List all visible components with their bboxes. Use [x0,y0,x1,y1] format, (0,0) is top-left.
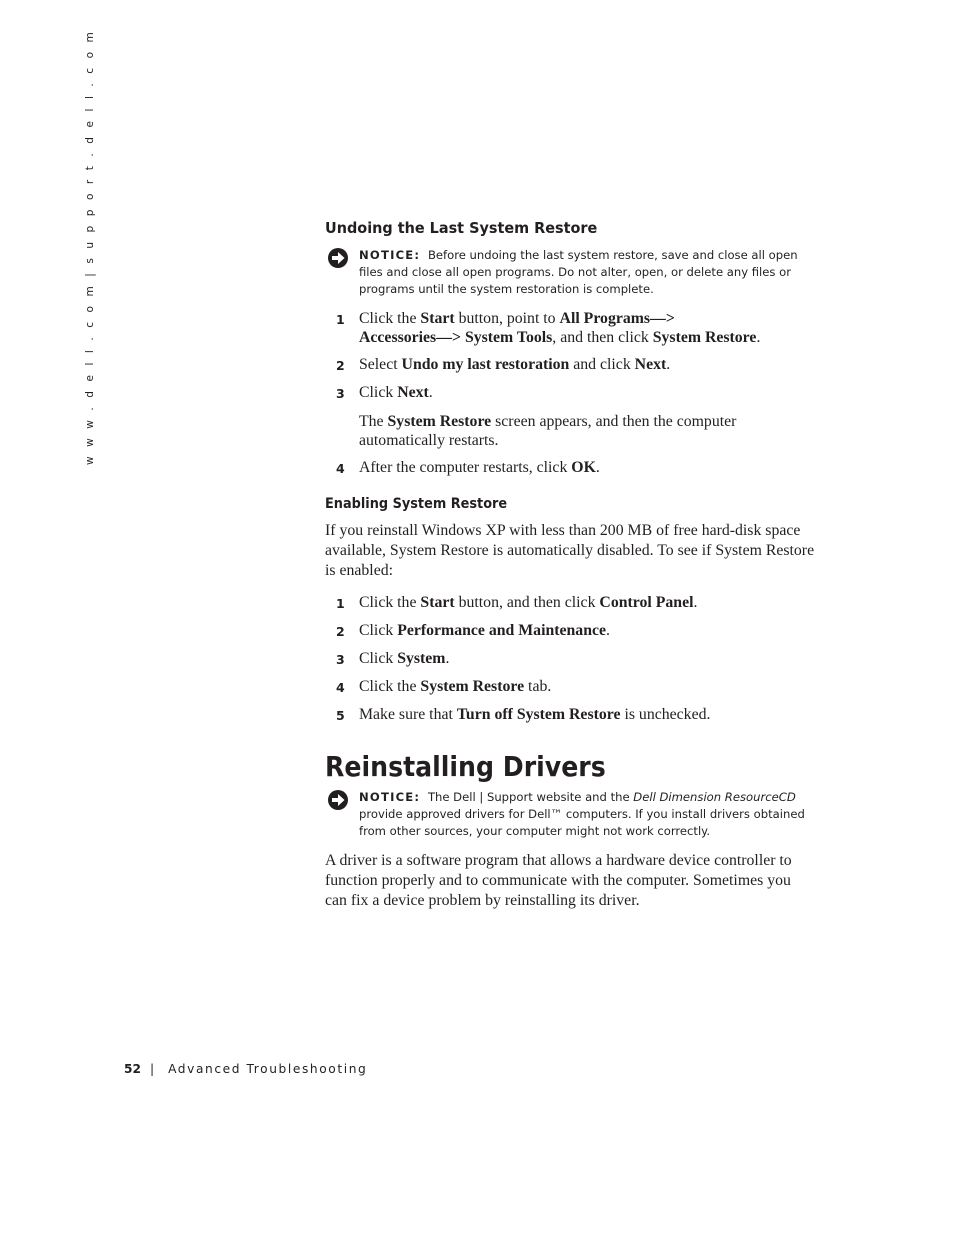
notice-undoing [325,247,815,298]
step-number: 4 [336,461,345,476]
notice-text: NOTICE: The Dell | Support website and the Dell Dimension ResourceCD provide approved drivers for Dell™ computers. If you install drivers obtained from other sources, your computer might not work correctly. [359,790,805,838]
step-text: Click the System Restore tab. [359,678,552,695]
step-item [325,650,815,669]
notice-text [359,247,815,298]
page-footer [124,1062,367,1076]
step-note: The System Restore screen appears, and then the computer automatically restarts. [359,413,737,449]
step-item [325,384,815,403]
step-number: 3 [336,652,345,667]
step-number: 1 [336,312,345,327]
step-item [325,678,815,697]
step-text: Click System. [359,650,450,667]
section-heading-undoing: Undoing the Last System Restore [325,219,598,237]
step-text: Click the Start button, and then click Control Panel. [359,594,698,611]
footer-separator: | [149,1062,155,1076]
page-number: 52 [124,1062,141,1076]
step-item [325,622,815,641]
step-number: 5 [336,708,345,723]
step-number: 2 [336,624,345,639]
step-number: 2 [336,358,345,373]
enabling-intro: If you reinstall Windows XP with less than 200 MB of free hard-disk space available, System Restore is automatically disabled. To see if System Restore is enabled: [325,522,815,579]
page-title: Reinstalling Drivers [325,750,606,783]
step-item [325,594,815,613]
notice-label: NOTICE: [359,790,421,804]
drivers-body: A driver is a software program that allows a hardware device controller to function properly and to communicate with the computer. Sometimes you can fix a device problem by reinstalling its driver. [325,852,792,909]
step-number: 1 [336,596,345,611]
footer-chapter-title: Advanced Troubleshooting [168,1062,368,1076]
notice-arrow-icon [327,789,349,811]
notice-label: NOTICE: [359,248,421,262]
step-item [325,310,815,347]
step-text: After the computer restarts, click OK. [359,459,600,476]
step-number: 3 [336,386,345,401]
step-text: Click Next. [359,384,433,401]
step-number: 4 [336,680,345,695]
notice-message: Before undoing the last system restore, save and close all open files and close all open programs. Do not alter, open, or delete any files or programs until the system restoration is complete. [359,248,798,296]
step-item [325,706,815,725]
notice-arrow-icon [327,247,349,269]
side-url-text: w w w . d e l l . c o m | s u p p o r t . d e l l . c o m [84,29,96,465]
step-text: Click the Start button, point to All Programs—> Accessories—> System Tools, and then click System Restore. [359,310,761,346]
section-heading-enabling: Enabling System Restore [325,496,508,512]
step-item [325,356,815,375]
notice-drivers [325,789,815,840]
step-text: Click Performance and Maintenance. [359,622,610,639]
step-text: Select Undo my last restoration and click Next. [359,356,671,373]
step-item [325,459,815,478]
step-text: Make sure that Turn off System Restore is unchecked. [359,706,711,723]
